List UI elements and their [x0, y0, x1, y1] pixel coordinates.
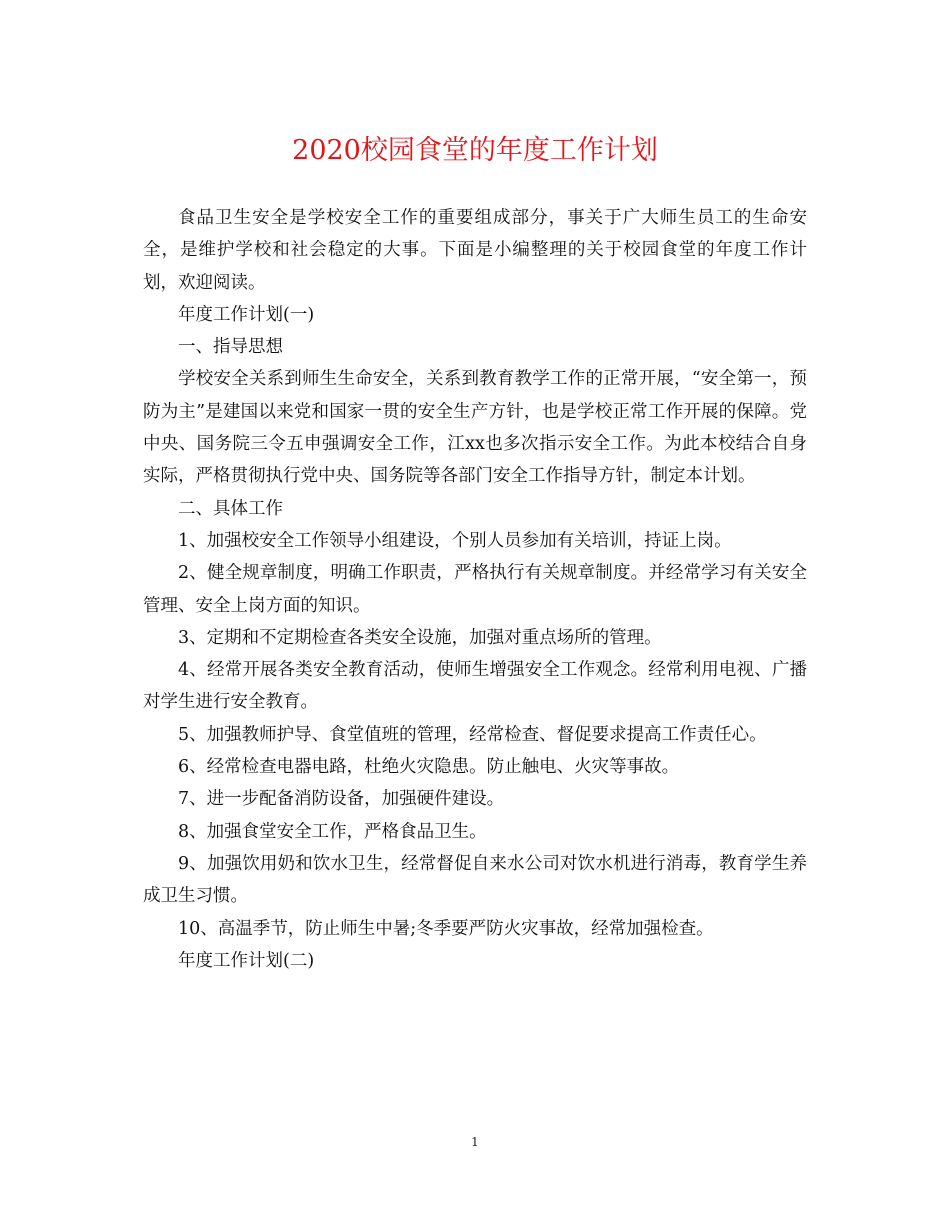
section-heading-specific-work: 二、具体工作 [178, 498, 283, 519]
guiding-idea-paragraph: 学校安全关系到师生生命安全，关系到教育教学工作的正常开展，“安全第一，预防为主”是建国以来党和国家一贯的安全生产方针，也是学校正常工作开展的保障。党中央、国务院三令五申强调安全工作，江xx也多次指示安全工作。为此本校结合自身实际，严格贯彻执行党中央、国务院等各部门安全工作指导方针，制定本计划。 [143, 369, 807, 487]
list-item: 6、经常检查电器电路，杜绝火灾隐患。防止触电、火灾等事故。 [178, 757, 680, 778]
section-heading-guiding-idea: 一、指导思想 [178, 337, 283, 358]
list-item: 2、健全规章制度，明确工作职责，严格执行有关规章制度。并经常学习有关安全管理、安全上岗方面的知识。 [143, 563, 807, 616]
list-item: 7、进一步配备消防设备，加强硬件建设。 [178, 789, 505, 810]
section-heading-plan-1: 年度工作计划(一) [178, 304, 315, 325]
list-item: 4、经常开展各类安全教育活动，使师生增强安全工作观念。经常利用电视、广播对学生进行安全教育。 [143, 660, 807, 713]
list-item: 9、加强饮用奶和饮水卫生，经常督促自来水公司对饮水机进行消毒，教育学生养成卫生习惯。 [143, 853, 807, 907]
list-item: 1、加强校安全工作领导小组建设，个别人员参加有关培训，持证上岗。 [178, 530, 732, 551]
page-title: 2020校园食堂的年度工作计划 [292, 135, 658, 166]
document-body [143, 202, 807, 977]
intro-paragraph: 食品卫生安全是学校安全工作的重要组成部分，事关于广大师生员工的生命安全，是维护学校和社会稳定的大事。下面是小编整理的关于校园食堂的年度工作计划，欢迎阅读。 [143, 208, 807, 293]
page-number: 1 [471, 1135, 479, 1149]
list-item: 10、高温季节，防止师生中暑;冬季要严防火灾事故，经常加强检查。 [178, 918, 714, 939]
list-item: 3、定期和不定期检查各类安全设施，加强对重点场所的管理。 [178, 627, 662, 648]
list-item: 5、加强教师护导、食堂值班的管理，经常检查、督促要求提高工作责任心。 [178, 724, 767, 745]
section-heading-plan-2: 年度工作计划(二) [178, 950, 315, 971]
list-item: 8、加强食堂安全工作，严格食品卫生。 [178, 821, 487, 842]
